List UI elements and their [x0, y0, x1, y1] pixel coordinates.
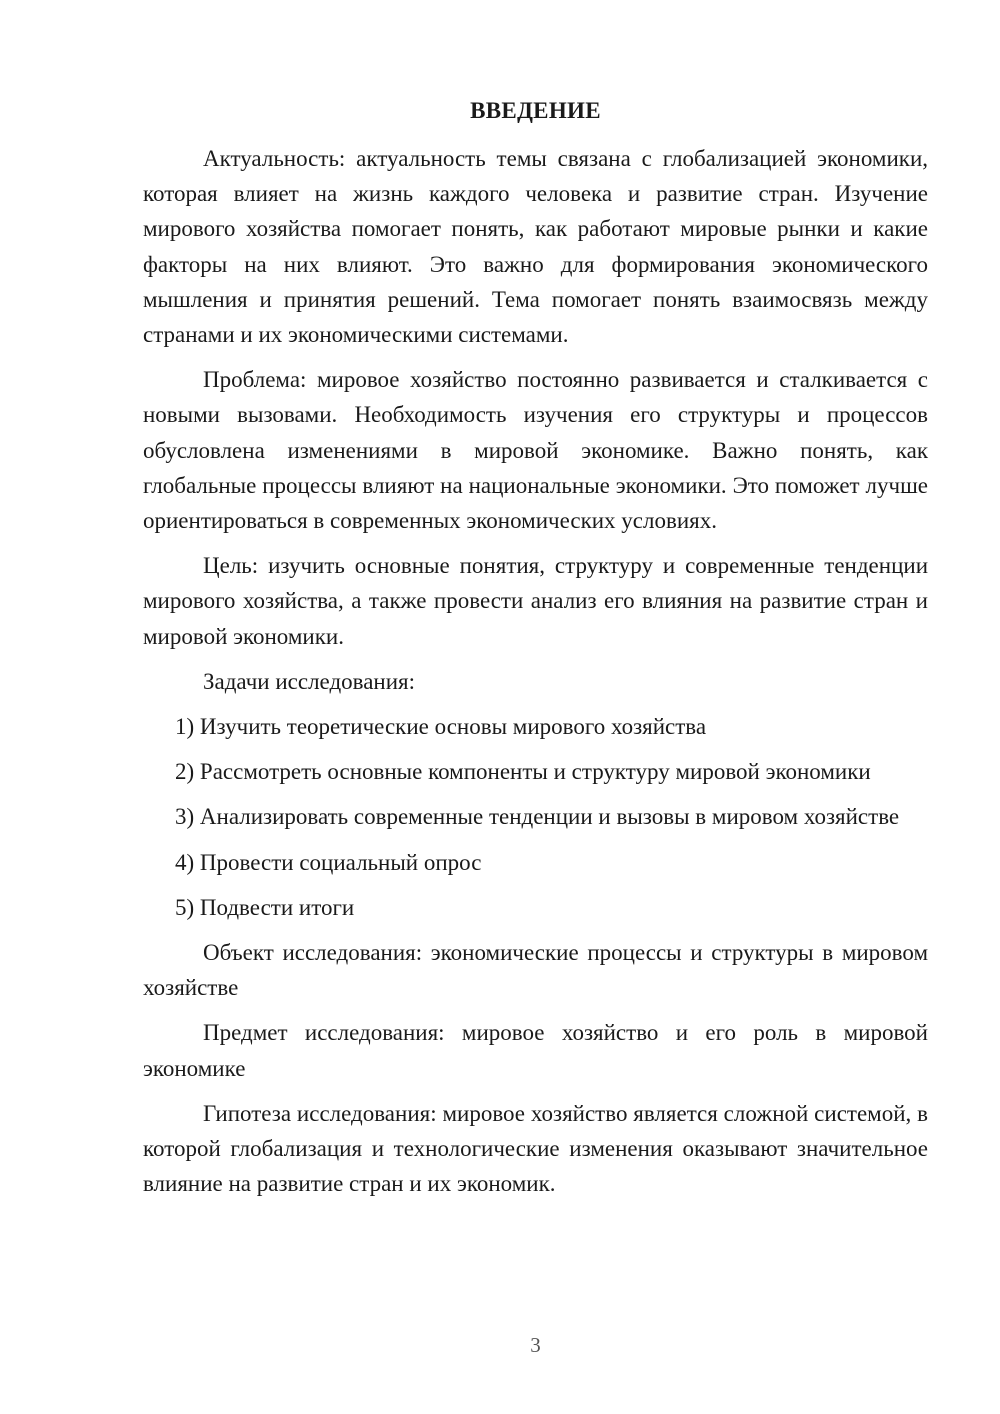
- paragraph-relevance: Актуальность: актуальность темы связана с глобализацией экономики, которая влияет на жизнь каждого человека и развитие стран. Изучение мирового хозяйства помогает понять, как работают мировые рынки и какие факторы на них влияют. Это важно для формирования экономического мышления и принятия решений. Тема помогает понять взаимосвязь между странами и их экономическими системами.: [143, 146, 928, 348]
- list-item: 2) Рассмотреть основные компоненты и структуру мировой экономики: [175, 759, 871, 785]
- paragraph-object: Объект исследования: экономические процессы и структуры в мировом хозяйстве: [143, 940, 928, 1001]
- tasks-heading: Задачи исследования:: [203, 668, 416, 694]
- tasks-list: [143, 709, 928, 925]
- page-number: 3: [530, 1333, 541, 1357]
- list-item: 5) Подвести итоги: [175, 894, 355, 920]
- page-title: ВВЕДЕНИЕ: [470, 98, 601, 123]
- paragraph-problem: Проблема: мировое хозяйство постоянно развивается и сталкивается с новыми вызовами. Необходимость изучения его структуры и процессов обусловлена изменениями в мировой экономике. Важно понять, как глобальные процессы влияют на национальные экономики. Это поможет лучше ориентироваться в современных экономических условиях.: [143, 367, 928, 534]
- document-page: [143, 95, 928, 1211]
- list-item: 4) Провести социальный опрос: [175, 849, 482, 875]
- paragraph-subject: Предмет исследования: мировое хозяйство и его роль в мировой экономике: [143, 1020, 928, 1081]
- paragraph-hypothesis: Гипотеза исследования: мировое хозяйство является сложной системой, в которой глобализация и технологические изменения оказывают значительное влияние на развитие стран и их экономик.: [143, 1100, 928, 1197]
- list-item: 3) Анализировать современные тенденции и вызовы в мировом хозяйстве: [175, 804, 900, 830]
- paragraph-goal: Цель: изучить основные понятия, структуру и современные тенденции мирового хозяйства, а также провести анализ его влияния на развитие стран и мировой экономики.: [143, 553, 928, 649]
- list-item: 1) Изучить теоретические основы мирового хозяйства: [175, 714, 707, 740]
